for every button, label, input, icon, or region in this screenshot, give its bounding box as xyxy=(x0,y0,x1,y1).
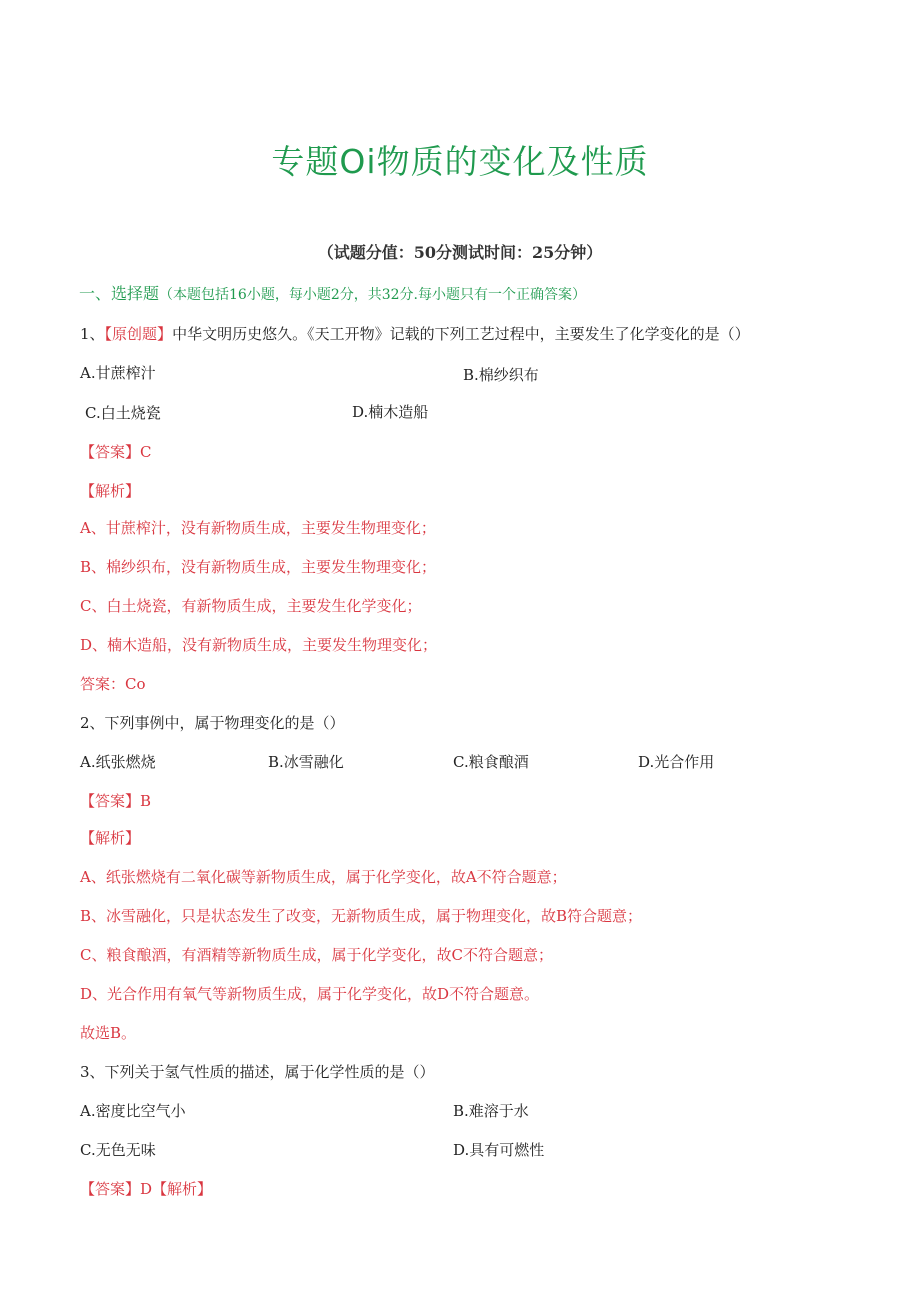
question-text: 下列事例中，属于物理变化的是（） xyxy=(104,714,345,732)
q1-conclusion: 答案：Co xyxy=(80,675,146,693)
question-number: 2、 xyxy=(80,714,105,732)
q2-analysis-c: C、粮食酿酒，有酒精等新物质生成，属于化学变化，故C不符合题意； xyxy=(80,946,553,964)
q1-analysis-a: A、甘蔗榨汁，没有新物质生成，主要发生物理变化； xyxy=(80,519,436,537)
q1-option-d: D.楠木造船 xyxy=(352,403,429,421)
q2-option-b: B.冰雪融化 xyxy=(268,753,344,771)
question-number: 1、 xyxy=(80,325,105,343)
analysis-label: 【解析】 xyxy=(152,1180,213,1198)
section-title: 一、选择题 xyxy=(79,284,160,303)
q2-analysis-a: A、纸张燃烧有二氧化碳等新物质生成，属于化学变化，故A不符合题意； xyxy=(80,868,567,886)
answer-label: 【答案】 xyxy=(80,443,141,461)
q2-answer xyxy=(80,790,151,811)
q1-analysis-c: C、白土烧瓷，有新物质生成，主要发生化学变化； xyxy=(80,597,422,615)
section-heading xyxy=(79,281,586,304)
question-2-stem xyxy=(80,712,345,733)
q2-analysis-d: D、光合作用有氧气等新物质生成，属于化学变化，故D不符合题意。 xyxy=(80,985,540,1003)
q1-option-b: B.棉纱织布 xyxy=(463,366,539,384)
answer-value: D xyxy=(140,1180,153,1198)
q3-option-b: B.难溶于水 xyxy=(453,1102,529,1120)
question-text: 下列关于氢气性质的描述，属于化学性质的是（） xyxy=(104,1063,435,1081)
q1-option-a: A.甘蔗榨汁 xyxy=(80,364,156,382)
q3-option-a: A.密度比空气小 xyxy=(80,1102,186,1120)
original-question-tag: 【原创题】 xyxy=(104,325,173,343)
q2-analysis-label: 【解析】 xyxy=(80,829,141,847)
answer-value: C xyxy=(140,443,152,461)
section-note: （本题包括16小题，每小题2分，共32分.每小题只有一个正确答案） xyxy=(159,287,587,303)
q2-analysis-b: B、冰雪融化，只是状态发生了改变，无新物质生成，属于物理变化，故B符合题意； xyxy=(80,907,643,925)
test-info: （试题分值：50分测试时间：25分钟） xyxy=(317,243,603,262)
question-1-stem xyxy=(80,323,750,344)
q2-conclusion: 故选B。 xyxy=(80,1024,137,1042)
q1-option-c: C.白土烧瓷 xyxy=(85,404,161,422)
page-title: 专题Oi物质的变化及性质 xyxy=(271,142,649,181)
q2-option-a: A.纸张燃烧 xyxy=(80,753,156,771)
q2-option-d: D.光合作用 xyxy=(638,753,715,771)
question-3-stem xyxy=(80,1061,435,1082)
q2-option-c: C.粮食酿酒 xyxy=(453,753,529,771)
q3-option-d: D.具有可燃性 xyxy=(453,1141,545,1159)
q1-analysis-b: B、棉纱织布，没有新物质生成，主要发生物理变化； xyxy=(80,558,437,576)
answer-label: 【答案】 xyxy=(80,1180,141,1198)
q1-analysis-d: D、楠木造船，没有新物质生成，主要发生物理变化； xyxy=(80,636,438,654)
q3-answer xyxy=(80,1178,212,1199)
q3-option-c: C.无色无味 xyxy=(80,1141,156,1159)
q1-answer xyxy=(80,441,152,462)
answer-label: 【答案】 xyxy=(80,792,141,810)
question-text: 中华文明历史悠久。《天工开物》记载的下列工艺过程中，主要发生了化学变化的是（） xyxy=(172,325,750,343)
answer-value: B xyxy=(140,792,152,810)
q1-analysis-label: 【解析】 xyxy=(80,482,141,500)
question-number: 3、 xyxy=(80,1063,105,1081)
